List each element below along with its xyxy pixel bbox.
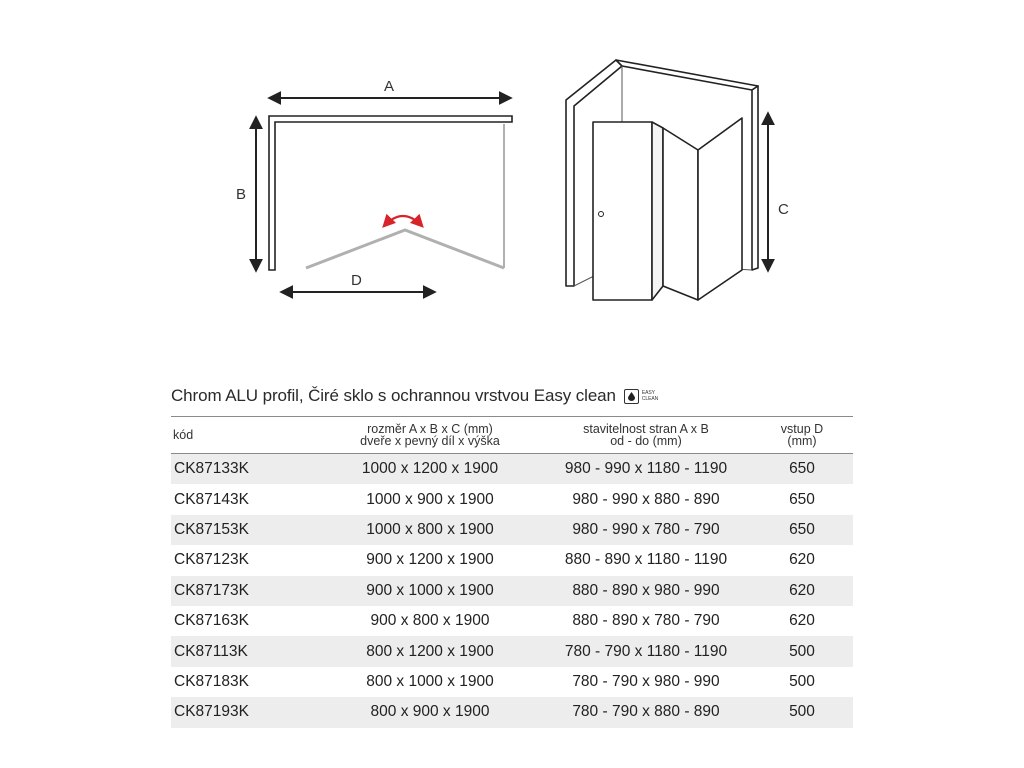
cell-entry: 650: [751, 515, 853, 545]
cell-entry: 650: [789, 490, 815, 508]
swing-arrow-icon: [384, 216, 422, 226]
cell-adjust: 780 - 790 x 1180 - 1190: [541, 636, 751, 666]
perspective-diagram: [566, 60, 758, 300]
water-drop-icon: [624, 389, 639, 404]
cell-adjust: 880 - 890 x 980 - 990: [541, 576, 751, 606]
cell-adjust: 880 - 890 x 1180 - 1190: [564, 551, 728, 569]
dimension-c-label: C: [778, 201, 789, 218]
cell-code: CK87193K: [171, 697, 319, 727]
folding-door-glass: [306, 230, 504, 268]
cell-entry: 500: [751, 697, 853, 727]
spec-table: [171, 416, 853, 728]
cell-size: 800 x 900 x 1900: [319, 697, 541, 727]
door-handle: [599, 212, 604, 217]
cell-size: 800 x 1200 x 1900: [319, 636, 541, 666]
table-row: [171, 454, 853, 485]
door-panel-front: [593, 122, 652, 300]
right-wall: [752, 86, 758, 270]
dimension-b-label: B: [236, 186, 247, 203]
cell-code: CK87123K: [174, 551, 249, 569]
product-title: Chrom ALU profil, Čiré sklo s ochrannou vrstvou Easy clean: [171, 386, 616, 405]
cell-size: 900 x 800 x 1900: [370, 612, 490, 630]
dimension-d-label: D: [351, 272, 362, 289]
cell-size: 800 x 1000 x 1900: [366, 672, 494, 690]
table-header-row: [171, 417, 853, 454]
header-entry-line2: (mm): [787, 434, 817, 448]
cell-size: 1000 x 800 x 1900: [319, 515, 541, 545]
cell-adjust: 980 - 990 x 1180 - 1190: [541, 454, 751, 485]
header-size-line2: dveře x pevný díl x výška: [360, 434, 500, 448]
table-row: [171, 636, 853, 666]
back-wall: [616, 60, 758, 90]
side-panel-back: [698, 118, 742, 300]
header-entry-line1: vstup D: [780, 422, 824, 436]
cell-code: CK87113K: [171, 636, 319, 666]
cell-code: CK87183K: [174, 672, 249, 690]
header-code-text: kód: [173, 428, 194, 442]
dimension-a-label: A: [384, 78, 395, 95]
cell-entry: 620: [751, 576, 853, 606]
table-row: [171, 576, 853, 606]
header-size-line1: rozměr A x B x C (mm): [367, 422, 493, 436]
table-row: [171, 667, 853, 697]
header-adjust-line1: stavitelnost stran A x B: [583, 422, 709, 436]
cell-size: 900 x 1200 x 1900: [366, 551, 494, 569]
cell-entry: 620: [789, 612, 815, 630]
cell-entry: 650: [751, 454, 853, 485]
table-row: [171, 697, 853, 727]
cell-code: CK87173K: [171, 576, 319, 606]
cell-entry: 500: [789, 672, 815, 690]
cell-size: 1000 x 900 x 1900: [366, 490, 494, 508]
side-panel: [663, 128, 698, 300]
badge-line1: EASY: [641, 390, 655, 396]
cell-size: 900 x 1000 x 1900: [319, 576, 541, 606]
table-row: [171, 515, 853, 545]
header-code: [171, 417, 319, 454]
cell-code: CK87133K: [171, 454, 319, 485]
header-adjust-line2: od - do (mm): [610, 434, 682, 448]
cell-adjust: 880 - 890 x 780 - 790: [572, 612, 720, 630]
cell-size: 1000 x 1200 x 1900: [319, 454, 541, 485]
header-entry: [751, 417, 853, 454]
cell-entry: 620: [789, 551, 815, 569]
floor-plan-diagram: [236, 78, 512, 292]
cell-code: CK87143K: [174, 490, 249, 508]
cell-code: CK87153K: [171, 515, 319, 545]
badge-line2: CLEAN: [641, 396, 659, 402]
wall-profile: [269, 116, 512, 270]
cell-adjust: 780 - 790 x 880 - 890: [541, 697, 751, 727]
cell-adjust: 980 - 990 x 780 - 790: [541, 515, 751, 545]
easy-clean-badge: [624, 389, 658, 404]
cell-entry: 500: [751, 636, 853, 666]
table-row: [171, 545, 853, 575]
cell-adjust: 980 - 990 x 880 - 890: [572, 490, 720, 508]
table-row: [171, 606, 853, 636]
cell-code: CK87163K: [174, 612, 249, 630]
dimension-diagrams: [0, 0, 1024, 330]
header-size: [319, 417, 541, 454]
header-adjust: [541, 417, 751, 454]
product-title-row: [171, 386, 658, 406]
cell-adjust: 780 - 790 x 980 - 990: [572, 672, 720, 690]
table-row: [171, 484, 853, 514]
door-panel-fold: [652, 122, 663, 300]
